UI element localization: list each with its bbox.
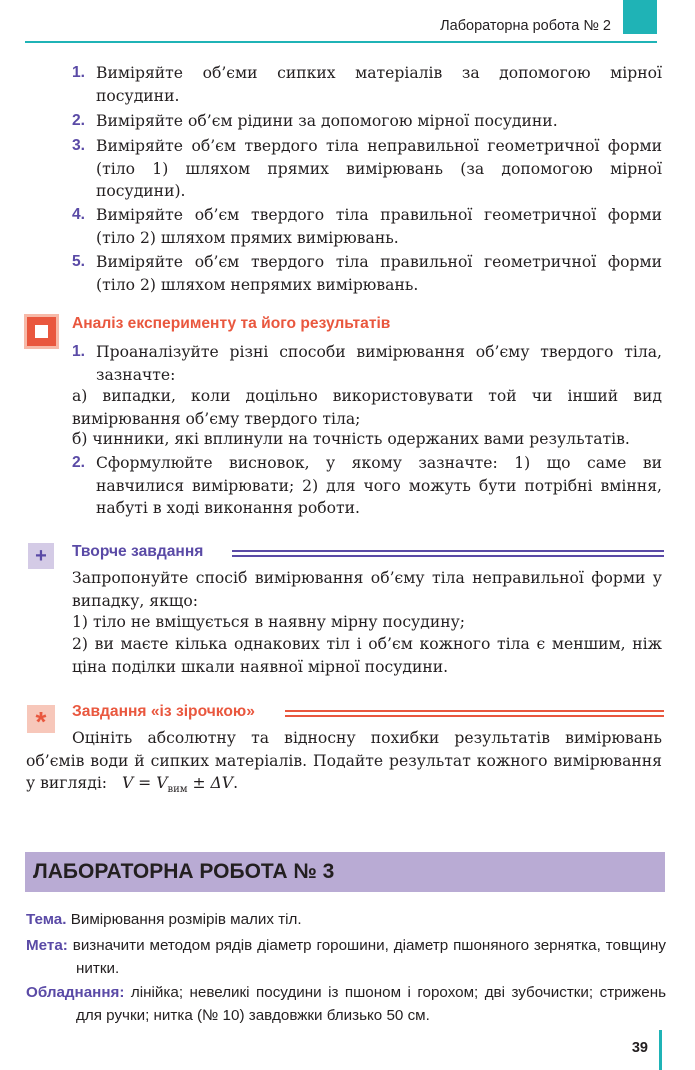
creative-title: Творче завдання: [72, 543, 204, 560]
goal-text: визначити методом рядів діаметр горошини, діаметр пшоняного зернятка, товщину нитки.: [72, 937, 666, 977]
step-item: [72, 110, 662, 133]
equipment-text: лінійка; невеликі посудини із пшоном і горохом; дві зубочистки; стрижень для ручки; нитка (№ 10) завдовжки близько 50 см.: [76, 984, 666, 1024]
analysis-sub-b: б) чинники, які вплинули на точність одержаних вами результатів.: [72, 430, 630, 448]
plus-icon: +: [28, 543, 54, 569]
header-tab: [623, 0, 657, 34]
page-number: 39: [631, 1040, 648, 1056]
lab-equipment: [26, 981, 666, 1027]
creative-option: 2) ви маєте кілька однакових тіл і об’єм кожного тіла є меншим, ніж ціна поділки шкали наявної мірної посудини.: [72, 635, 662, 676]
step-number: 2.: [72, 112, 86, 129]
step-text: Виміряйте об’єми сипких матеріалів за допомогою мірної посудини.: [96, 64, 662, 105]
analysis-number: 2.: [72, 454, 86, 471]
analysis-text: Проаналізуйте різні способи вимірювання об’єму твердого тіла, зазначте:: [96, 343, 662, 384]
step-number: 5.: [72, 253, 86, 270]
page-bar: [659, 1030, 662, 1070]
topic-label: Тема.: [26, 911, 67, 928]
step-text: Виміряйте об’єм рідини за допомогою мірної посудини.: [96, 112, 558, 130]
star-rule: [285, 710, 664, 717]
analysis-title: Аналіз експерименту та його результатів: [72, 315, 391, 332]
asterisk-icon: *: [27, 705, 55, 733]
step-item: [72, 135, 662, 203]
step-item: [72, 204, 662, 249]
lab-title: ЛАБОРАТОРНА РОБОТА № 3: [33, 860, 335, 883]
star-title: Завдання «із зірочкою»: [72, 703, 255, 720]
running-header: Лабораторна робота № 2: [440, 18, 611, 34]
step-number: 4.: [72, 206, 86, 223]
step-number: 3.: [72, 137, 86, 154]
step-text: Виміряйте об’єм твердого тіла неправильної геометричної форми (тіло 1) шляхом прямих вимірювань (за допомогою мірної посудини).: [96, 137, 662, 200]
creative-rule: [232, 550, 664, 557]
analysis-item: [72, 452, 662, 520]
step-item: [72, 251, 662, 296]
equipment-label: Обладнання:: [26, 984, 125, 1001]
step-text: Виміряйте об’єм твердого тіла правильної геометричної форми (тіло 2) шляхом непрямих вимірювань.: [96, 253, 662, 294]
analysis-item: [72, 341, 662, 386]
analysis-number: 1.: [72, 343, 86, 360]
step-item: [72, 62, 662, 107]
step-text: Виміряйте об’єм твердого тіла правильної геометричної форми (тіло 2) шляхом прямих вимірювань.: [96, 206, 662, 247]
star-body: Оцініть абсолютну та відносну похибки результатів вимірювань об’ємів води й сипких матеріалів. Подайте результат кожного вимірювання у вигляді:: [26, 729, 662, 792]
star-text: Оцініть абсолютну та відносну похибки результатів вимірювань об’ємів води й сипких матеріалів. Подайте результат кожного вимірювання у вигляді: $V = V_{вим} \pm \Delta V$.: [26, 729, 662, 796]
analysis-sub-a: а) випадки, коли доцільно використовувати той чи інший вид вимірювання об’єму твердого тіла;: [72, 387, 662, 428]
header-rule: [25, 41, 657, 43]
step-number: 1.: [72, 64, 86, 81]
analysis-icon: [24, 314, 59, 349]
lab-goal: [26, 934, 666, 980]
topic-text: Вимірювання розмірів малих тіл.: [70, 911, 302, 928]
lab-topic: [26, 908, 666, 931]
formula: $V = V_{вим} \pm \Delta V$: [121, 774, 234, 796]
goal-label: Мета:: [26, 937, 68, 954]
analysis-text: Сформулюйте висновок, у якому зазначте: 1) що саме ви навчилися вимірювати; 2) для чого можуть бути потрібні вміння, набуті в ході виконання роботи.: [96, 454, 662, 517]
creative-option: 1) тіло не вміщується в наявну мірну посудину;: [72, 613, 466, 631]
creative-intro: Запропонуйте спосіб вимірювання об’єму тіла неправильної форми у випадку, якщо:: [72, 569, 662, 610]
